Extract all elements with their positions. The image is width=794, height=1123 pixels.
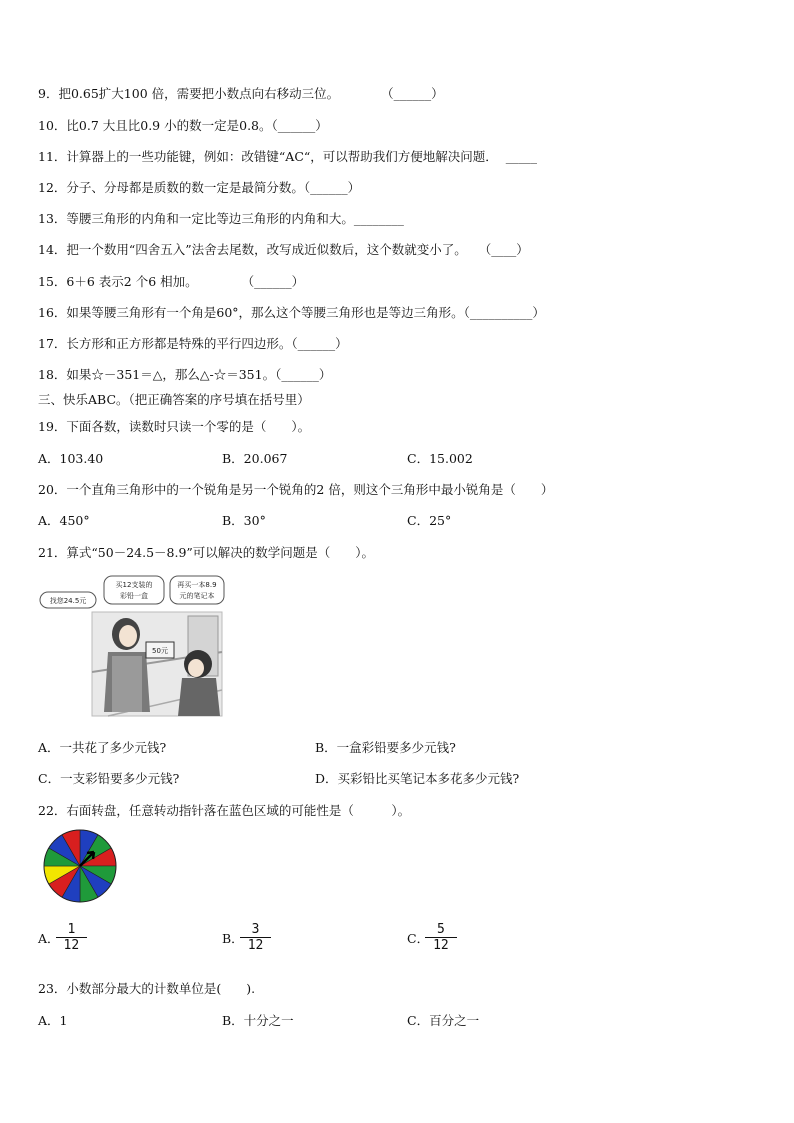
question-text: 15．6＋6 表示2 个6 相加。 — [38, 274, 198, 289]
answer-bracket[interactable]: （__________） — [463, 305, 545, 320]
option-b[interactable] — [222, 922, 267, 953]
shopping-illustration — [38, 572, 228, 720]
speech-bubble-change: 找您24.5元 — [49, 597, 87, 605]
option-c[interactable]: C．百分之一 — [407, 1013, 480, 1028]
question-text: 9．把0.65扩大100 倍，需要把小数点向右移动三位。 — [38, 86, 340, 101]
question-15 — [38, 272, 304, 290]
spinner-wheel — [40, 828, 120, 904]
option-c[interactable] — [407, 922, 453, 953]
answer-bracket[interactable]: （______） — [241, 274, 305, 289]
question-23: 23．小数部分最大的计数单位是( ). — [38, 981, 256, 996]
option-a[interactable] — [38, 922, 83, 953]
question-18 — [38, 365, 331, 383]
question-19: 19．下面各数，读数时只读一个零的是（ ）。 — [38, 419, 311, 434]
fraction — [244, 922, 268, 953]
option-a[interactable]: A．1 — [38, 1013, 68, 1028]
question-17 — [38, 334, 348, 352]
denominator: 12 — [247, 938, 264, 953]
option-label: B． — [222, 930, 244, 946]
section-heading: 三、快乐ABC。（把正确答案的序号填在括号里） — [38, 392, 310, 407]
question-text: 16．如果等腰三角形有一个角是60°，那么这个等腰三角形也是等边三角形。 — [38, 305, 464, 320]
question-9 — [38, 84, 444, 102]
option-b[interactable]: B．十分之一 — [222, 1013, 294, 1028]
denominator: 12 — [433, 938, 449, 953]
fraction — [60, 922, 84, 953]
question-13 — [38, 209, 404, 227]
option-a[interactable]: A．一共花了多少元钱? — [38, 740, 167, 755]
option-a[interactable]: A．450° — [38, 513, 90, 528]
question-11 — [38, 147, 537, 165]
denominator: 12 — [63, 938, 80, 953]
option-d[interactable]: D．买彩铅比买笔记本多花多少元钱? — [315, 771, 520, 786]
answer-bracket[interactable]: （______） — [275, 367, 332, 382]
option-c[interactable]: C．一支彩铅要多少元钱? — [38, 771, 180, 786]
question-12 — [38, 178, 360, 196]
question-text: 18．如果☆－351＝△，那么△-☆＝351。 — [38, 367, 276, 382]
option-a[interactable]: A．103.40 — [38, 451, 104, 466]
answer-bracket[interactable]: （______） — [291, 336, 348, 351]
question-text: 17．长方形和正方形都是特殊的平行四边形。 — [38, 336, 292, 351]
money-note-label: 50元 — [152, 647, 168, 655]
speech-bubble-pencils-line2: 彩铅一盒 — [120, 592, 148, 600]
answer-blank[interactable]: ________ — [353, 211, 404, 226]
answer-blank[interactable]: _____ — [505, 149, 538, 164]
numerator: 1 — [67, 922, 76, 937]
option-label: C． — [407, 930, 430, 946]
answer-bracket[interactable]: （______） — [303, 180, 361, 195]
question-text: 14．把一个数用“四舍五入”法舍去尾数，改写成近似数后，这个数就变小了。 — [38, 242, 467, 257]
numerator: 3 — [251, 922, 260, 937]
option-b[interactable]: B．20.067 — [222, 451, 288, 466]
question-16 — [38, 303, 545, 321]
option-c[interactable]: C．25° — [407, 513, 452, 528]
question-14 — [38, 240, 529, 258]
fraction — [429, 922, 453, 953]
question-20: 20．一个直角三角形中的一个锐角是另一个锐角的2 倍，则这个三角形中最小锐角是（ ） — [38, 482, 554, 497]
option-label: A． — [38, 930, 60, 946]
option-b[interactable]: B．30° — [222, 513, 266, 528]
answer-bracket[interactable]: （____） — [478, 242, 529, 257]
question-text: 10．比0.7 大且比0.9 小的数一定是0.8。 — [38, 118, 272, 133]
numerator: 5 — [436, 922, 445, 937]
question-21: 21．算式“50－24.5－8.9”可以解决的数学问题是（ ）。 — [38, 545, 375, 560]
option-b[interactable]: B．一盒彩铅要多少元钱? — [315, 740, 456, 755]
question-text: 12．分子、分母都是质数的数一定是最简分数。 — [38, 180, 304, 195]
speech-bubble-pencils-line1: 买12支装的 — [115, 581, 153, 589]
answer-bracket[interactable]: （______） — [271, 118, 328, 133]
question-10 — [38, 116, 328, 134]
question-text: 11．计算器上的一些功能键，例如：改错键“AC“，可以帮助我们方便地解决问题． — [38, 149, 498, 164]
speech-bubble-notebook-line1: 再买一本8.9 — [177, 581, 217, 589]
question-22: 22．右面转盘，任意转动指针落在蓝色区域的可能性是（ ）。 — [38, 803, 411, 818]
question-text: 13．等腰三角形的内角和一定比等边三角形的内角和大。 — [38, 211, 354, 226]
speech-bubble-notebook-line2: 元的笔记本 — [179, 592, 215, 600]
answer-bracket[interactable]: （______） — [381, 86, 444, 101]
option-c[interactable]: C．15.002 — [407, 451, 473, 466]
